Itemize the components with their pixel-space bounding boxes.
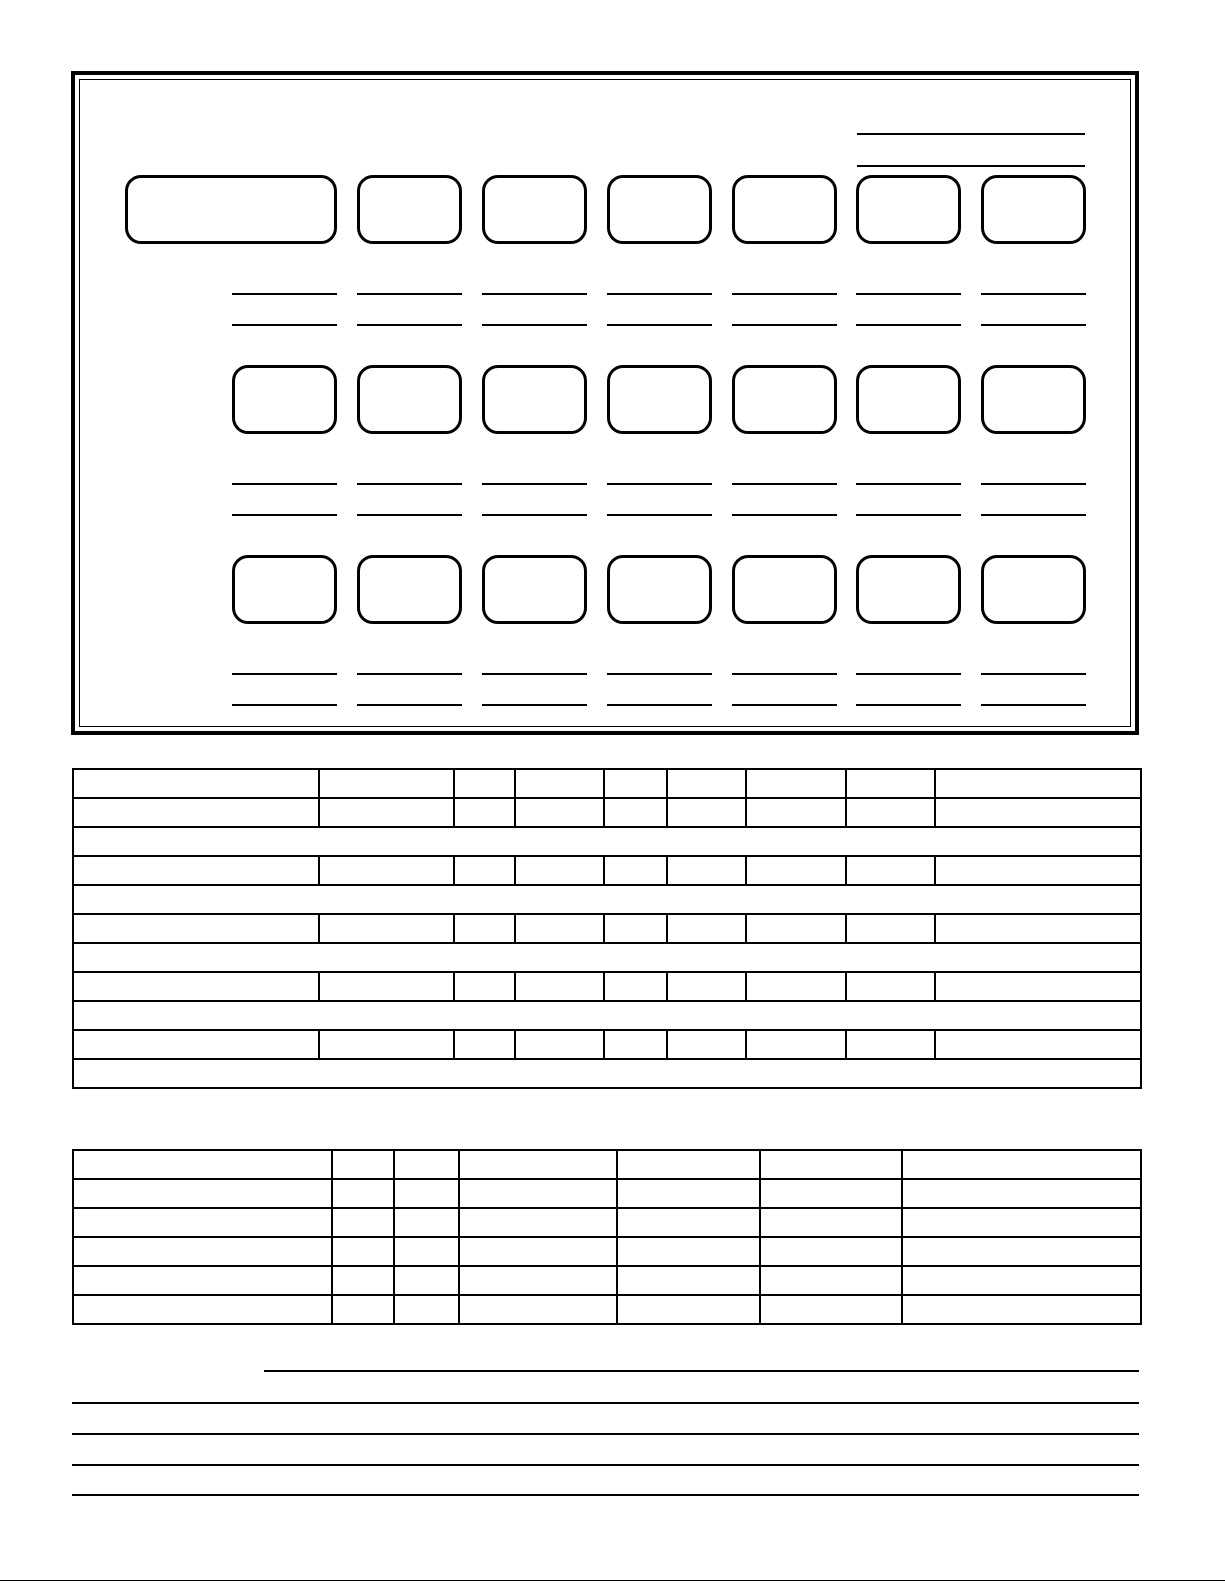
table-b-cell[interactable] [332, 1150, 394, 1179]
day-line-r1-c4-1[interactable] [607, 293, 712, 295]
day-line-r2-c2-2[interactable] [357, 514, 462, 516]
day-line-r2-c4-2[interactable] [607, 514, 712, 516]
table-b-cell[interactable] [394, 1237, 459, 1266]
table-a-row [73, 914, 1141, 943]
table-b-cell[interactable] [902, 1237, 1141, 1266]
day-box-r1-c5[interactable] [732, 175, 837, 244]
table-a-cell[interactable] [515, 798, 604, 827]
day-line-r1-c6-1[interactable] [856, 293, 961, 295]
table-a-row [73, 1030, 1141, 1059]
table-a-cell[interactable] [454, 914, 515, 943]
day-box-r2-c1[interactable] [232, 365, 337, 434]
day-line-r3-c4-2[interactable] [607, 704, 712, 706]
table-a-cell[interactable] [73, 914, 319, 943]
table-a-cell[interactable] [746, 798, 846, 827]
day-line-r2-c5-2[interactable] [732, 514, 837, 516]
day-box-r2-c6[interactable] [856, 365, 961, 434]
header-blank-line-1[interactable] [857, 133, 1085, 135]
day-line-r3-c1-1[interactable] [232, 673, 337, 675]
entries-table [72, 768, 1142, 1089]
day-line-r2-c6-1[interactable] [856, 483, 961, 485]
table-a-header-row [73, 769, 1141, 798]
notes-line-1[interactable] [264, 1370, 1139, 1372]
table-b-cell[interactable] [760, 1295, 902, 1324]
day-line-r1-c7-2[interactable] [981, 324, 1086, 326]
day-line-r2-c3-1[interactable] [482, 483, 587, 485]
table-a-cell[interactable] [667, 972, 746, 1001]
day-line-r2-c4-1[interactable] [607, 483, 712, 485]
table-a-cell[interactable] [935, 798, 1141, 827]
day-box-r3-c7[interactable] [981, 555, 1086, 624]
table-a-cell[interactable] [604, 769, 667, 798]
table-b-cell[interactable] [617, 1237, 760, 1266]
table-a-cell[interactable] [846, 798, 935, 827]
table-a-cell[interactable] [746, 914, 846, 943]
table-a-cell[interactable] [604, 1030, 667, 1059]
table-a-cell[interactable] [604, 798, 667, 827]
table-b-cell[interactable] [459, 1266, 617, 1295]
table-a-cell[interactable] [746, 972, 846, 1001]
header-blank-line-2[interactable] [857, 165, 1085, 167]
table-a-cell[interactable] [935, 914, 1141, 943]
table-b-cell[interactable] [617, 1179, 760, 1208]
table-b-cell[interactable] [760, 1150, 902, 1179]
day-line-r2-c6-2[interactable] [856, 514, 961, 516]
table-a-cell[interactable] [935, 769, 1141, 798]
table-b-cell[interactable] [459, 1208, 617, 1237]
day-box-r1-c2[interactable] [357, 175, 462, 244]
table-b-row [73, 1179, 1141, 1208]
title-field-box[interactable] [125, 175, 337, 244]
table-a-cell[interactable] [515, 914, 604, 943]
table-b-cell[interactable] [394, 1150, 459, 1179]
day-box-r3-c3[interactable] [482, 555, 587, 624]
table-a-cell[interactable] [846, 856, 935, 885]
table-a-cell[interactable] [604, 856, 667, 885]
table-a-cell[interactable] [935, 972, 1141, 1001]
table-b-cell[interactable] [459, 1295, 617, 1324]
table-b-cell[interactable] [760, 1179, 902, 1208]
table-a-cell[interactable] [667, 914, 746, 943]
table-a-cell[interactable] [454, 798, 515, 827]
table-b-cell[interactable] [617, 1266, 760, 1295]
table-b-cell[interactable] [73, 1208, 332, 1237]
day-box-r2-c3[interactable] [482, 365, 587, 434]
day-line-r1-c1-2[interactable] [232, 324, 337, 326]
table-a-cell[interactable] [846, 1030, 935, 1059]
table-a-note-cell[interactable] [73, 827, 1141, 856]
day-line-r3-c1-2[interactable] [232, 704, 337, 706]
table-a-cell[interactable] [73, 1030, 319, 1059]
table-b-cell[interactable] [73, 1266, 332, 1295]
table-a-cell[interactable] [667, 798, 746, 827]
page-bottom-rule [0, 1580, 1225, 1581]
table-a-note-row [73, 827, 1141, 856]
day-box-r2-c4[interactable] [607, 365, 712, 434]
table-b-cell[interactable] [73, 1295, 332, 1324]
table-a-cell[interactable] [73, 798, 319, 827]
day-line-r3-c2-1[interactable] [357, 673, 462, 675]
notes-line-4[interactable] [72, 1464, 1139, 1466]
table-a-cell[interactable] [319, 856, 454, 885]
table-b-cell[interactable] [760, 1237, 902, 1266]
day-line-r2-c5-1[interactable] [732, 483, 837, 485]
day-line-r1-c3-1[interactable] [482, 293, 587, 295]
table-a-cell[interactable] [515, 972, 604, 1001]
day-line-r1-c2-2[interactable] [357, 324, 462, 326]
table-a-cell[interactable] [935, 1030, 1141, 1059]
table-a-note-cell[interactable] [73, 1059, 1141, 1088]
day-box-r3-c4[interactable] [607, 555, 712, 624]
table-a-cell[interactable] [319, 1030, 454, 1059]
table-a-cell[interactable] [746, 1030, 846, 1059]
table-a-cell[interactable] [604, 972, 667, 1001]
day-box-r3-c5[interactable] [732, 555, 837, 624]
table-b-cell[interactable] [459, 1150, 617, 1179]
table-a-cell[interactable] [604, 914, 667, 943]
table-a-cell[interactable] [515, 769, 604, 798]
table-a-note-row [73, 1001, 1141, 1030]
table-b-cell[interactable] [394, 1266, 459, 1295]
table-a-cell[interactable] [454, 769, 515, 798]
table-b-cell[interactable] [459, 1179, 617, 1208]
table-b-cell[interactable] [760, 1208, 902, 1237]
day-line-r3-c2-2[interactable] [357, 704, 462, 706]
table-b-row [73, 1208, 1141, 1237]
table-b-cell[interactable] [332, 1208, 394, 1237]
table-a-cell[interactable] [667, 856, 746, 885]
table-a-cell[interactable] [515, 1030, 604, 1059]
table-b-cell[interactable] [332, 1179, 394, 1208]
table-b-row [73, 1237, 1141, 1266]
day-line-r2-c3-2[interactable] [482, 514, 587, 516]
day-line-r1-c4-2[interactable] [607, 324, 712, 326]
notes-line-3[interactable] [72, 1433, 1139, 1435]
table-a-cell[interactable] [667, 1030, 746, 1059]
day-box-r3-c1[interactable] [232, 555, 337, 624]
table-a-cell[interactable] [73, 856, 319, 885]
table-a-cell[interactable] [319, 769, 454, 798]
table-a-note-cell[interactable] [73, 943, 1141, 972]
table-b-row [73, 1266, 1141, 1295]
day-box-r3-c2[interactable] [357, 555, 462, 624]
day-box-r1-c3[interactable] [482, 175, 587, 244]
day-line-r3-c5-1[interactable] [732, 673, 837, 675]
table-a-cell[interactable] [319, 914, 454, 943]
table-a-cell[interactable] [454, 972, 515, 1001]
day-line-r3-c3-1[interactable] [482, 673, 587, 675]
table-b-cell[interactable] [902, 1208, 1141, 1237]
table-a-cell[interactable] [454, 856, 515, 885]
table-a-cell[interactable] [846, 769, 935, 798]
table-a-cell[interactable] [846, 972, 935, 1001]
table-b-cell[interactable] [394, 1179, 459, 1208]
table-a-cell[interactable] [935, 856, 1141, 885]
table-b-cell[interactable] [394, 1295, 459, 1324]
table-a-row [73, 856, 1141, 885]
day-line-r3-c3-2[interactable] [482, 704, 587, 706]
table-b-cell[interactable] [459, 1237, 617, 1266]
day-line-r2-c7-1[interactable] [981, 483, 1086, 485]
table-a-cell[interactable] [667, 769, 746, 798]
day-line-r3-c7-2[interactable] [981, 704, 1086, 706]
notes-line-5[interactable] [72, 1494, 1139, 1496]
day-box-r1-c4[interactable] [607, 175, 712, 244]
table-a-cell[interactable] [846, 914, 935, 943]
day-box-r2-c2[interactable] [357, 365, 462, 434]
day-box-r2-c7[interactable] [981, 365, 1086, 434]
day-line-r2-c2-1[interactable] [357, 483, 462, 485]
day-line-r1-c5-1[interactable] [732, 293, 837, 295]
table-b-cell[interactable] [332, 1266, 394, 1295]
day-line-r2-c7-2[interactable] [981, 514, 1086, 516]
table-b-cell[interactable] [332, 1237, 394, 1266]
table-a-row [73, 798, 1141, 827]
table-a-note-row [73, 1059, 1141, 1088]
table-b-cell[interactable] [617, 1208, 760, 1237]
day-line-r3-c6-2[interactable] [856, 704, 961, 706]
table-a-note-row [73, 943, 1141, 972]
day-line-r3-c7-1[interactable] [981, 673, 1086, 675]
day-box-r2-c5[interactable] [732, 365, 837, 434]
table-b-cell[interactable] [394, 1208, 459, 1237]
notes-line-2[interactable] [72, 1402, 1139, 1404]
table-a-cell[interactable] [454, 1030, 515, 1059]
table-b-cell[interactable] [902, 1150, 1141, 1179]
day-line-r1-c1-1[interactable] [232, 293, 337, 295]
table-b-cell[interactable] [73, 1179, 332, 1208]
table-b-cell[interactable] [617, 1150, 760, 1179]
day-box-r1-c7[interactable] [981, 175, 1086, 244]
table-a-note-cell[interactable] [73, 885, 1141, 914]
table-a-cell[interactable] [515, 856, 604, 885]
day-line-r3-c5-2[interactable] [732, 704, 837, 706]
table-b-cell[interactable] [902, 1295, 1141, 1324]
day-box-r3-c6[interactable] [856, 555, 961, 624]
day-line-r2-c1-1[interactable] [232, 483, 337, 485]
table-a-note-cell[interactable] [73, 1001, 1141, 1030]
table-b-cell[interactable] [73, 1237, 332, 1266]
table-a-note-row [73, 885, 1141, 914]
day-line-r2-c1-2[interactable] [232, 514, 337, 516]
table-b-cell[interactable] [617, 1295, 760, 1324]
table-b-cell[interactable] [902, 1266, 1141, 1295]
day-line-r1-c7-1[interactable] [981, 293, 1086, 295]
day-box-r1-c6[interactable] [856, 175, 961, 244]
summary-table [72, 1149, 1142, 1325]
table-b-cell[interactable] [332, 1295, 394, 1324]
day-line-r3-c4-1[interactable] [607, 673, 712, 675]
table-a-cell[interactable] [319, 972, 454, 1001]
day-line-r1-c6-2[interactable] [856, 324, 961, 326]
table-a-cell[interactable] [319, 798, 454, 827]
table-b-row [73, 1150, 1141, 1179]
day-line-r1-c3-2[interactable] [482, 324, 587, 326]
day-line-r1-c5-2[interactable] [732, 324, 837, 326]
table-a-row [73, 972, 1141, 1001]
table-b-cell[interactable] [760, 1266, 902, 1295]
table-a-cell[interactable] [746, 769, 846, 798]
table-b-row [73, 1295, 1141, 1324]
table-b-cell[interactable] [902, 1179, 1141, 1208]
day-line-r1-c2-1[interactable] [357, 293, 462, 295]
table-a-cell[interactable] [73, 769, 319, 798]
table-a-cell[interactable] [73, 972, 319, 1001]
table-b-cell[interactable] [73, 1150, 332, 1179]
table-a-cell[interactable] [746, 856, 846, 885]
day-line-r3-c6-1[interactable] [856, 673, 961, 675]
